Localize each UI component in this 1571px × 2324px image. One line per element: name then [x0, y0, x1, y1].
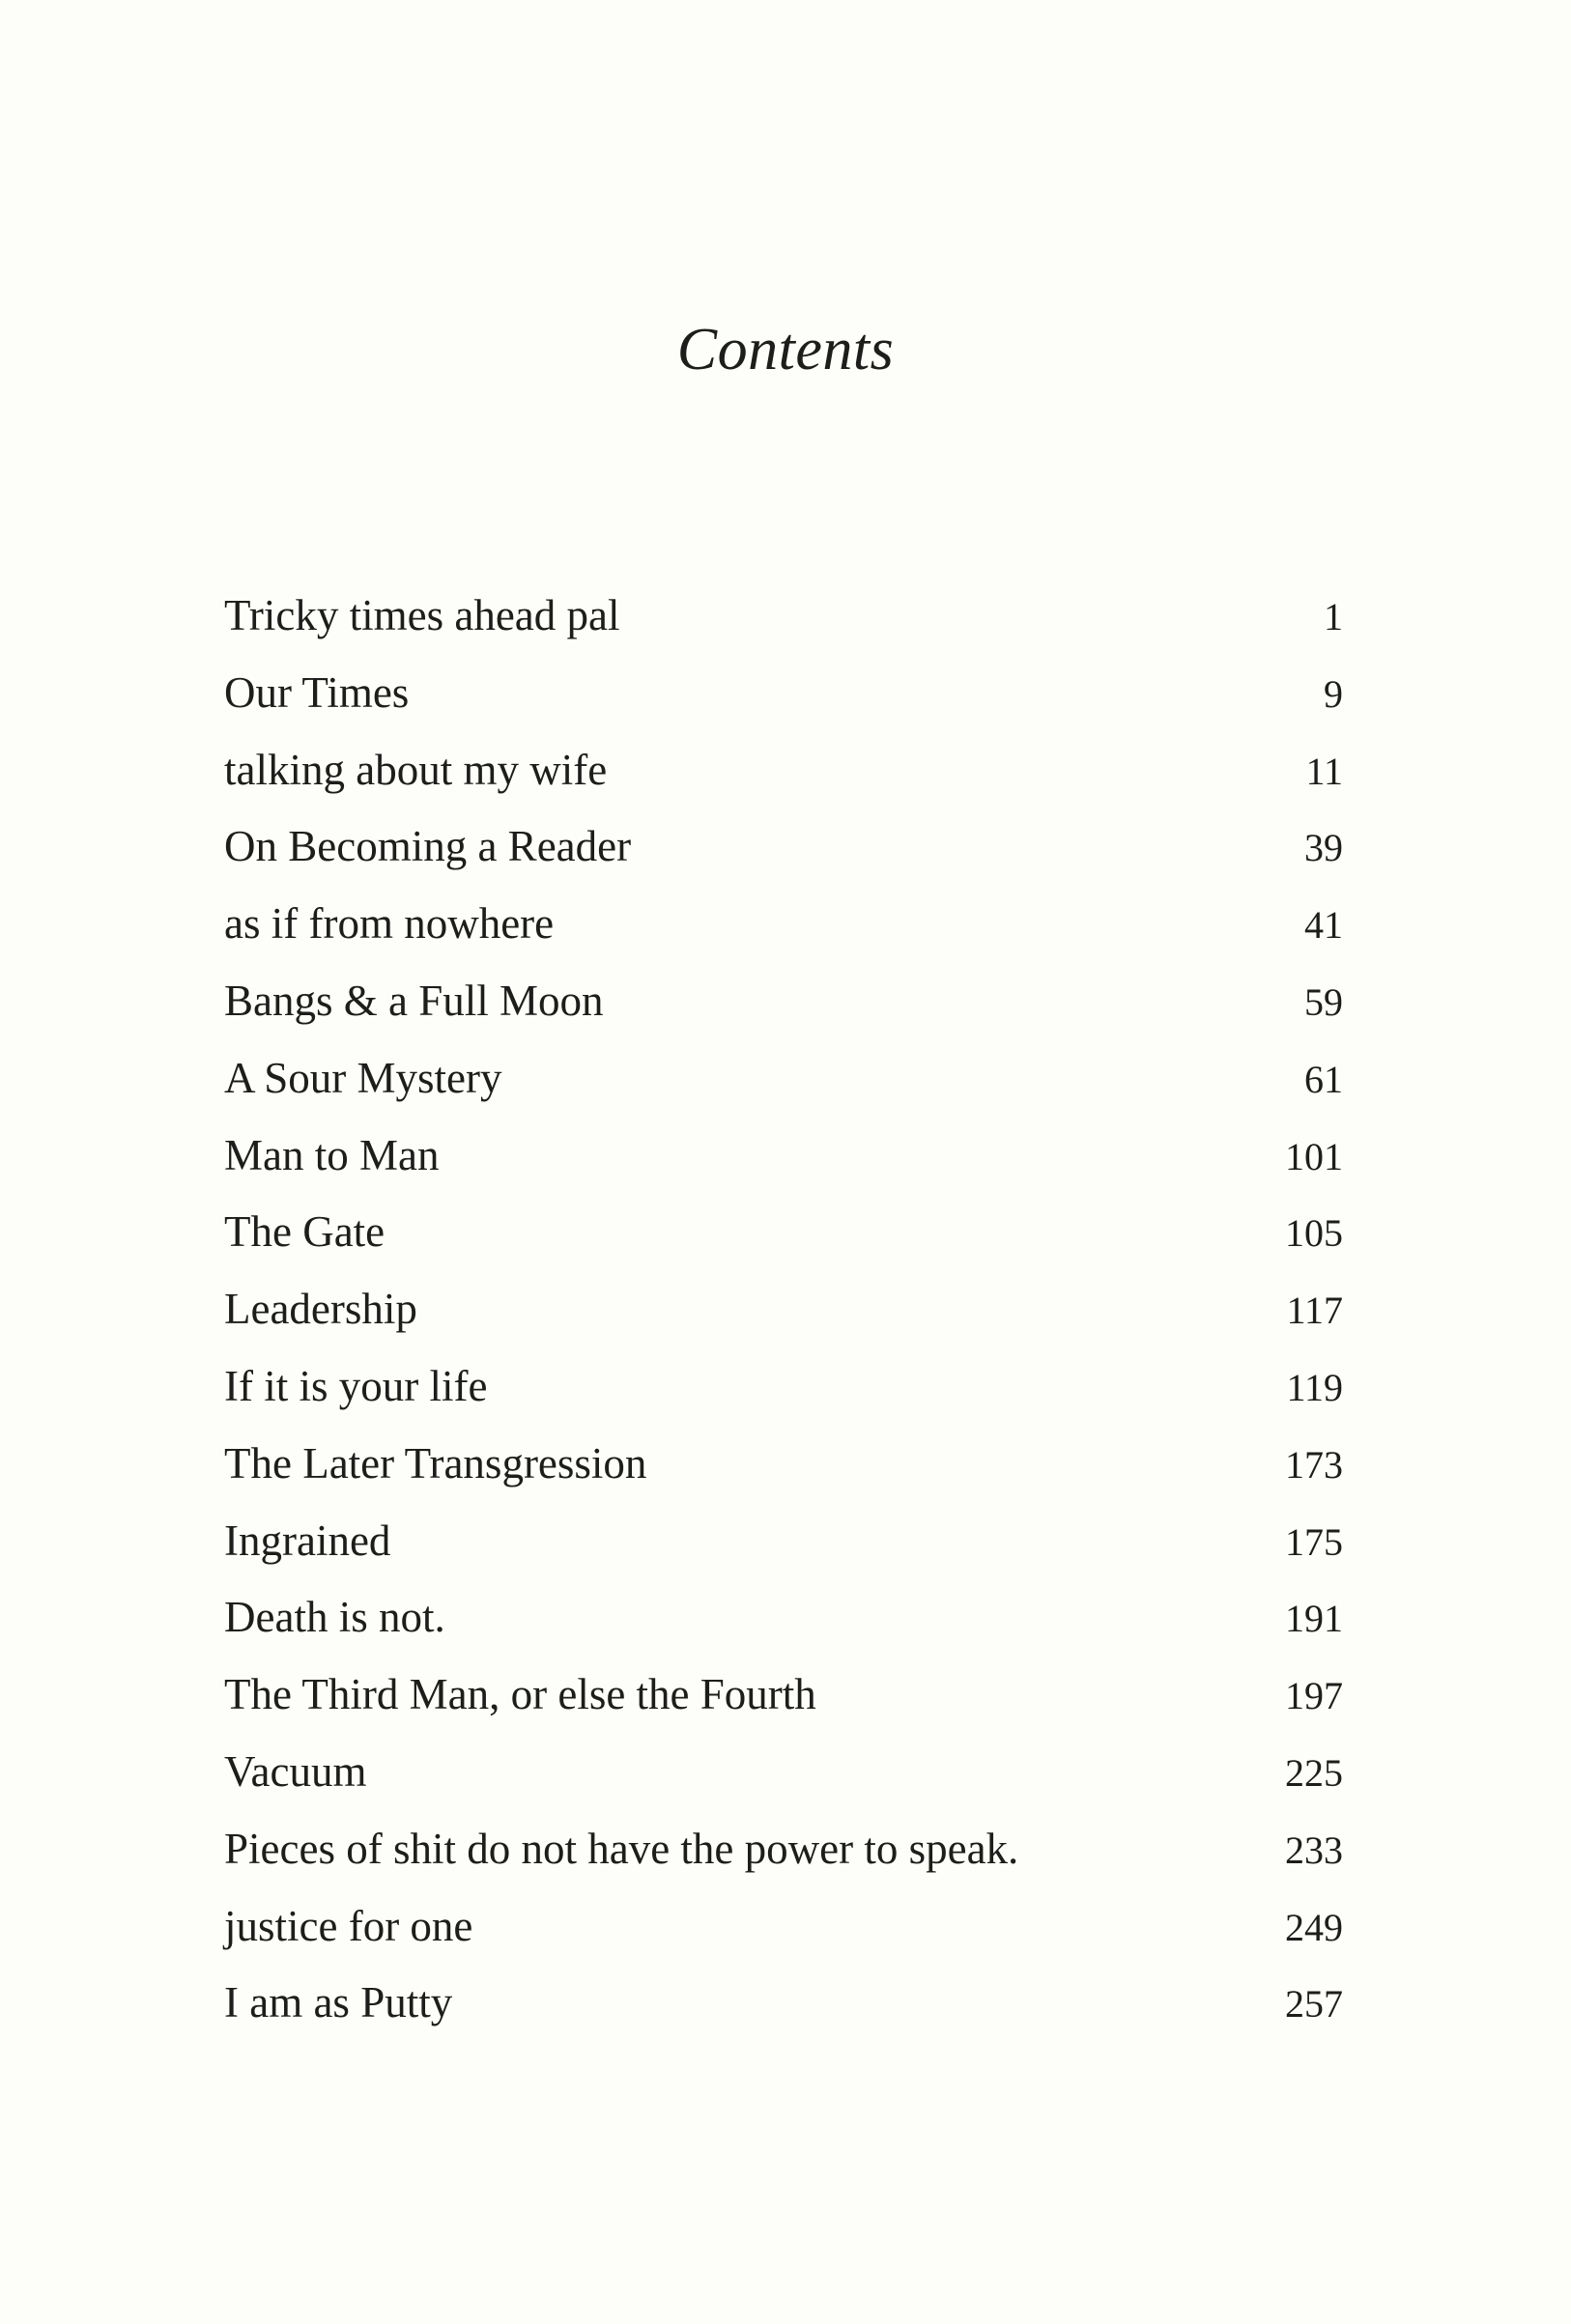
toc-entry	[224, 655, 1343, 732]
toc-entry-title: Tricky times ahead pal	[224, 591, 620, 639]
toc-entry-title: Man to Man	[224, 1130, 440, 1179]
toc-entry-page: 173	[1285, 1442, 1343, 1487]
toc-entry-page: 59	[1304, 979, 1343, 1024]
toc-entry-page: 1	[1324, 595, 1343, 638]
toc-entry	[224, 1040, 1343, 1118]
toc-entry	[224, 1271, 1343, 1348]
toc-entry	[224, 808, 1343, 886]
toc-entry-page: 197	[1285, 1674, 1343, 1718]
toc-entry	[224, 1888, 1343, 1966]
toc-entry-page: 225	[1285, 1750, 1343, 1795]
toc-entry-title: justice for one	[224, 1901, 473, 1950]
toc-entry-title: Death is not.	[224, 1593, 445, 1642]
toc-entry-title: Bangs & a Full Moon	[224, 976, 604, 1025]
toc-entry-title: Pieces of shit do not have the power to speak.	[224, 1824, 1019, 1873]
toc-entry	[224, 578, 1343, 655]
toc-entry-page: 117	[1286, 1289, 1343, 1333]
toc-entry	[224, 1811, 1343, 1888]
toc-entry	[224, 1426, 1343, 1503]
toc-entry-page: 11	[1305, 749, 1343, 793]
toc-entry-page: 175	[1285, 1519, 1343, 1564]
toc-entry-title: as if from nowhere	[224, 899, 555, 949]
toc-entry	[224, 1503, 1343, 1580]
toc-entry-page: 257	[1285, 1982, 1343, 2026]
toc-entry-title: Vacuum	[224, 1746, 367, 1796]
toc-entry	[224, 1579, 1343, 1657]
toc-entry	[224, 963, 1343, 1040]
toc-entry-page: 61	[1304, 1057, 1343, 1101]
toc-entry-title: A Sour Mystery	[224, 1053, 502, 1102]
toc-entry-title: On Becoming a Reader	[224, 822, 632, 871]
toc-entry-page: 119	[1286, 1365, 1343, 1409]
table-of-contents	[224, 578, 1343, 2042]
toc-entry	[224, 732, 1343, 809]
toc-entry-title: The Later Transgression	[224, 1438, 647, 1488]
toc-entry	[224, 1194, 1343, 1271]
toc-entry-page: 105	[1285, 1211, 1343, 1256]
toc-entry-page: 39	[1304, 826, 1343, 870]
toc-entry-title: The Gate	[224, 1207, 386, 1257]
toc-entry-page: 9	[1324, 671, 1343, 716]
toc-entry	[224, 1734, 1343, 1811]
toc-entry-title: Our Times	[224, 667, 410, 717]
toc-entry-page: 233	[1285, 1828, 1343, 1872]
toc-entry-title: Ingrained	[224, 1516, 391, 1565]
toc-entry	[224, 1118, 1343, 1195]
toc-entry-title: If it is your life	[224, 1361, 488, 1410]
toc-entry-page: 191	[1285, 1597, 1343, 1641]
toc-entry	[224, 1965, 1343, 2042]
page-title: Contents	[676, 317, 895, 383]
toc-entry-page: 101	[1285, 1134, 1343, 1178]
toc-entry-page: 41	[1304, 903, 1343, 948]
toc-entry-page: 249	[1285, 1905, 1343, 1949]
toc-entry-title: The Third Man, or else the Fourth	[224, 1670, 816, 1719]
toc-entry	[224, 886, 1343, 963]
toc-entry-title: I am as Putty	[224, 1978, 453, 2027]
toc-entry-title: talking about my wife	[224, 745, 608, 794]
toc-entry	[224, 1657, 1343, 1734]
toc-entry-title: Leadership	[224, 1285, 417, 1334]
toc-entry	[224, 1348, 1343, 1426]
